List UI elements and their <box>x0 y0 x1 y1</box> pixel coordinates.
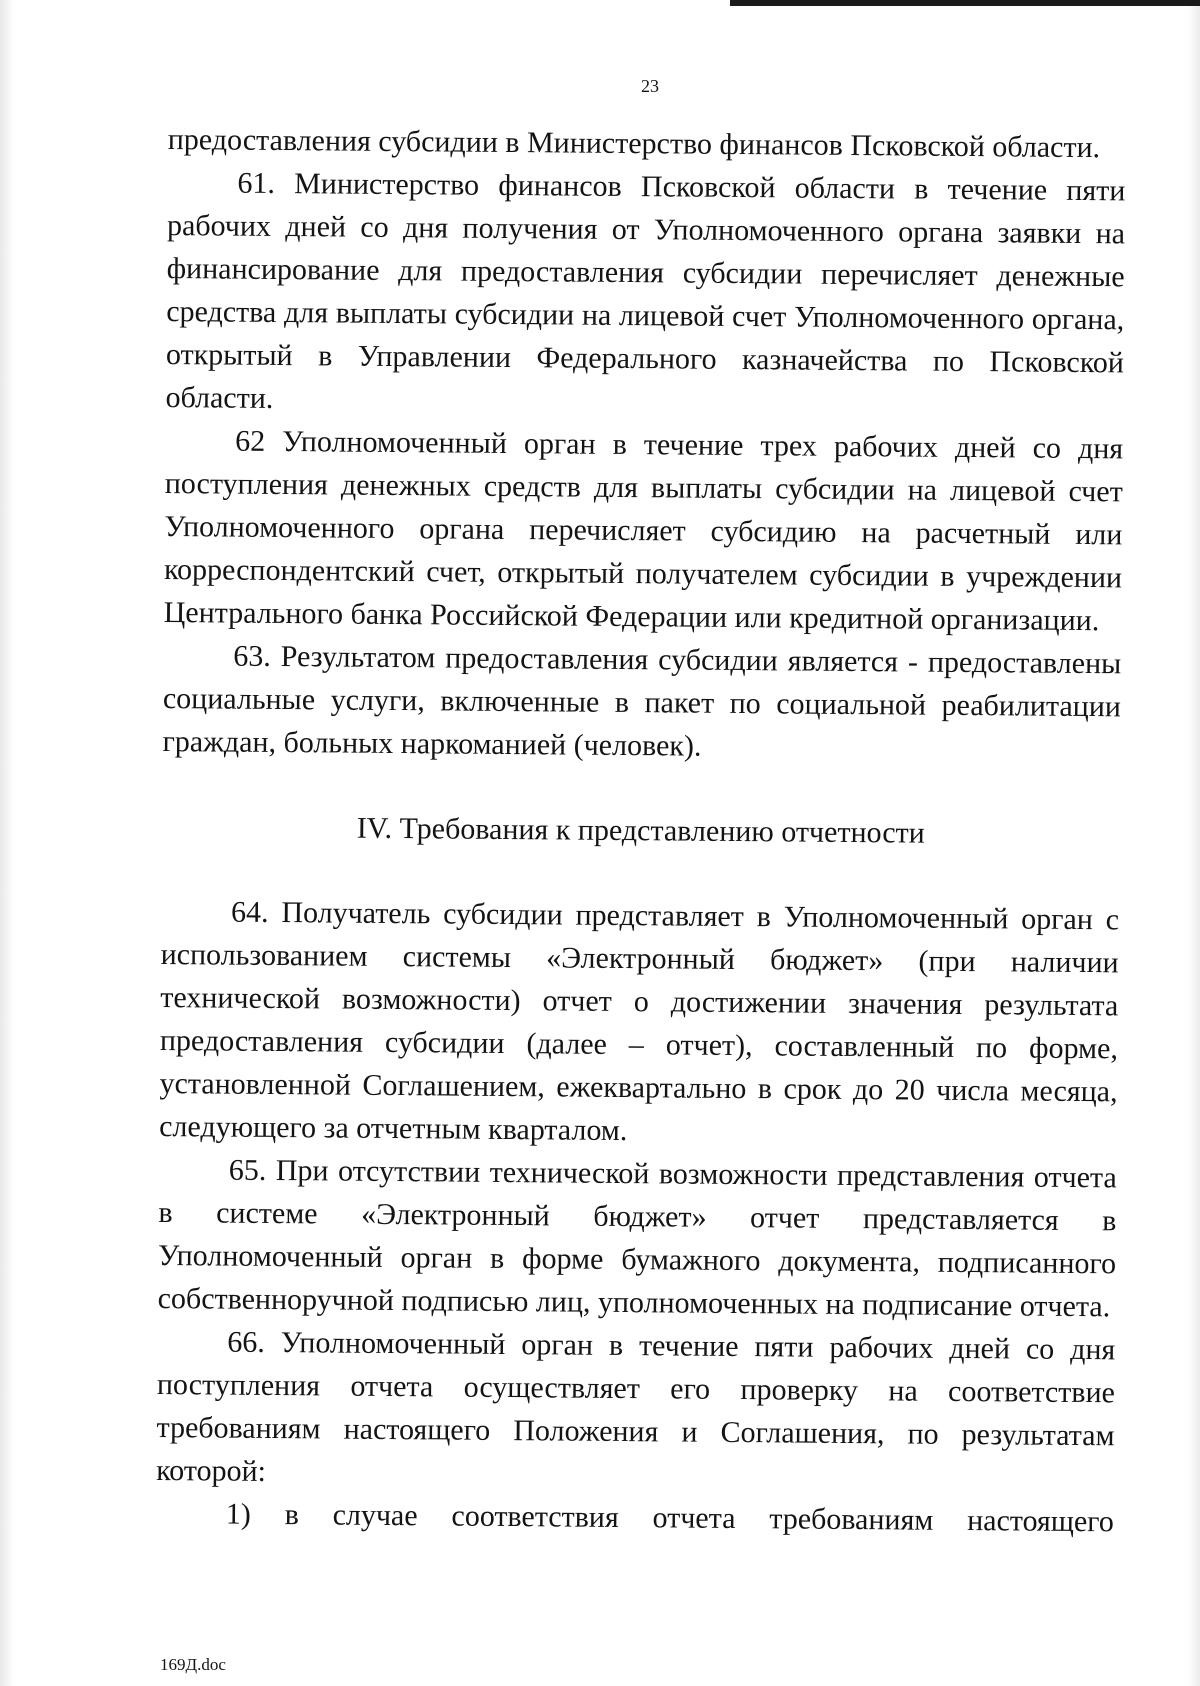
document-body <box>156 118 1126 1543</box>
footer-filename: 169Д.doc <box>160 1655 226 1674</box>
scan-right-edge <box>1188 0 1200 1686</box>
paragraph-63: 63. Результатом предоставления субсидии является - предоставлены социальные услуги, включенные в пакет по социальной реабилитации граждан, больных наркоманией (человек). <box>162 639 1122 763</box>
paragraph-64: 64. Получатель субсидии представляет в Уполномоченный орган с использованием системы «Электронный бюджет» (при наличии технической возможности) отчет о достижении значения результата предоставления субсидии (далее – отчет), составленный по форме, установленной Соглашением, ежеквартально в срок до 20 числа месяца, следующего за отчетным кварталом. <box>159 895 1120 1148</box>
page-number: 23 <box>641 76 659 96</box>
paragraph-62: 62 Уполномоченный орган в течение трех рабочих дней со дня поступления денежных средств для выплаты субсидии на лицевой счет Уполномоченного органа перечисляет субсидию на расчетный или корреспондентский счет, открытый получателем субсидии в учреждении Центрального банка Российской Федерации или кредитной организации. <box>163 424 1124 638</box>
paragraph-66: 66. Уполномоченный орган в течение пяти рабочих дней со дня поступления отчета осуществляет его проверку на соответствие требованиям настоящего Положения и Соглашения, по результатам которой: <box>156 1325 1116 1488</box>
scan-left-edge <box>0 0 14 1686</box>
paragraph-61: 61. Министерство финансов Псковской области в течение пяти рабочих дней со дня получения от Уполномоченного органа заявки на финансирование для предоставления субсидии перечисляет денежные средства для выплаты субсидии на лицевой счет Уполномоченного органа, открытый в Управлении Федерального казначейства по Псковской области. <box>165 166 1126 415</box>
paragraph-66-item-1: 1) в случае соответствия отчета требованиям настоящего <box>225 1497 1114 1539</box>
paragraph-continuation: предоставления субсидии в Министерство финансов Псковской области. <box>167 122 1101 165</box>
section-heading: IV. Требования к представлению отчетности <box>356 811 925 850</box>
paragraph-65: 65. При отсутствии технической возможности представления отчета в системе «Электронный бюджет» отчет представляется в Уполномоченный орган в форме бумажного документа, подписанного собственноручной подписью лиц, уполномоченных на подписание отчета. <box>157 1153 1117 1324</box>
scan-top-bar <box>730 0 1200 6</box>
